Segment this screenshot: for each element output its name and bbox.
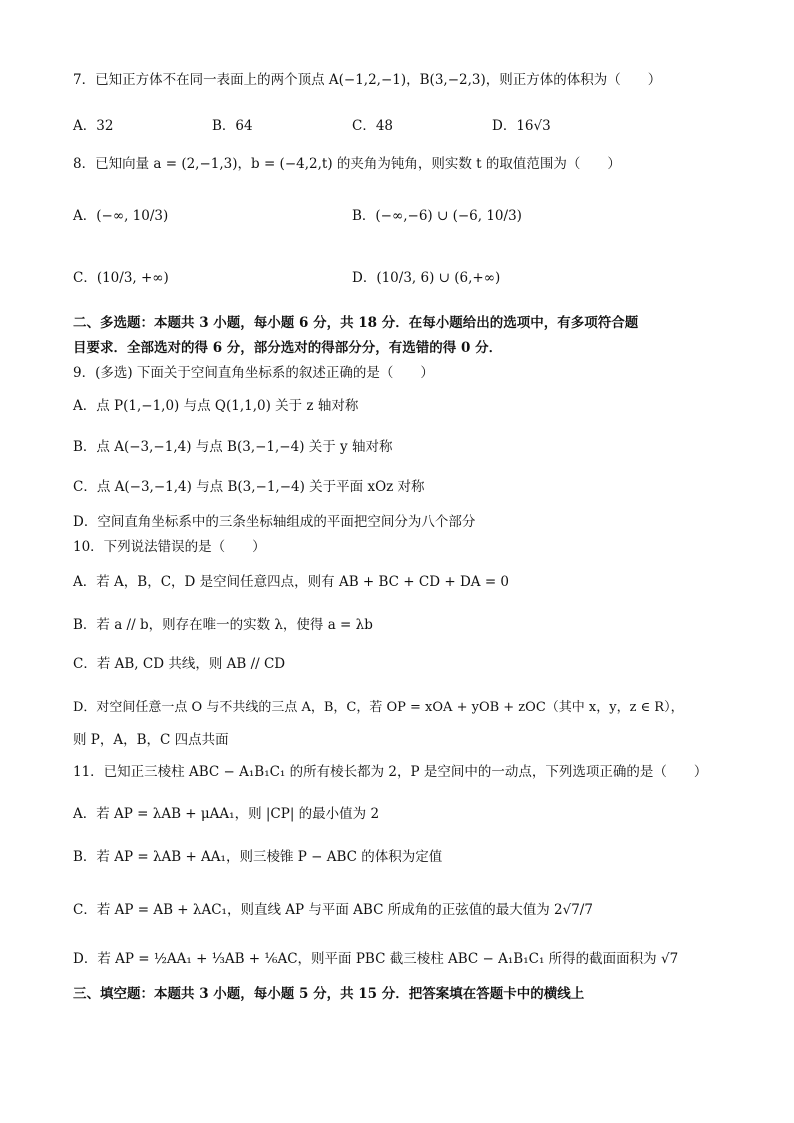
section2-heading-line1: 二、多选题：本题共 3 小题，每小题 6 分，共 18 分．在每小题给出的选项中，有多项符合题 <box>73 315 639 331</box>
q7-option-b: B．64 <box>212 118 253 134</box>
q11-option-a: A．若 AP = λAB + μAA₁，则 |CP| 的最小值为 2 <box>73 806 380 822</box>
q9-option-a: A．点 P(1,−1,0) 与点 Q(1,1,0) 关于 z 轴对称 <box>73 398 359 414</box>
q10-option-d: D．对空间任意一点 O 与不共线的三点 A，B，C，若 OP = xOA + yOB + zOC（其中 x，y，z ∈ R）， <box>73 700 684 715</box>
q9-stem: 9．(多选) 下面关于空间直角坐标系的叙述正确的是（ ） <box>73 365 434 381</box>
q8-option-a: A．(−∞, 10/3) <box>73 208 169 224</box>
q8-option-d: D．(10/3, 6) ∪ (6,+∞) <box>352 270 501 286</box>
q9-option-d: D．空间直角坐标系中的三条坐标轴组成的平面把空间分为八个部分 <box>73 514 476 530</box>
q7-stem: 7．已知正方体不在同一表面上的两个顶点 A(−1,2,−1)，B(3,−2,3)，则正方体的体积为（ ） <box>73 72 662 88</box>
q7-option-d: D．16√3 <box>492 118 551 134</box>
section3-heading: 三、填空题：本题共 3 小题，每小题 5 分，共 15 分．把答案填在答题卡中的横线上 <box>73 986 585 1002</box>
q10-option-a: A．若 A，B，C，D 是空间任意四点，则有 AB + BC + CD + DA = 0 <box>73 574 510 590</box>
q8-option-b: B．(−∞,−6) ∪ (−6, 10/3) <box>352 208 522 224</box>
q9-option-c: C．点 A(−3,−1,4) 与点 B(3,−1,−4) 关于平面 xOz 对称 <box>73 479 425 495</box>
q10-option-c: C．若 AB, CD 共线，则 AB // CD <box>73 656 286 672</box>
q8-stem: 8．已知向量 a = (2,−1,3)，b = (−4,2,t) 的夹角为钝角，则实数 t 的取值范围为（ ） <box>73 156 621 172</box>
section2-heading-line2: 目要求．全部选对的得 6 分，部分选对的得部分分，有选错的得 0 分． <box>73 340 503 356</box>
q10-option-d-cont: 则 P，A，B，C 四点共面 <box>73 732 229 748</box>
q8-option-c: C．(10/3, +∞) <box>73 270 169 286</box>
q10-stem: 10．下列说法错误的是（ ） <box>73 539 266 555</box>
q10-option-b: B．若 a // b，则存在唯一的实数 λ，使得 a = λb <box>73 617 373 633</box>
q11-option-b: B．若 AP = λAB + AA₁，则三棱锥 P − ABC 的体积为定值 <box>73 849 443 865</box>
q9-option-b: B．点 A(−3,−1,4) 与点 B(3,−1,−4) 关于 y 轴对称 <box>73 439 393 455</box>
q11-option-d: D．若 AP = ½AA₁ + ⅓AB + ⅙AC，则平面 PBC 截三棱柱 ABC − A₁B₁C₁ 所得的截面面积为 √7 <box>73 951 679 967</box>
q11-stem: 11．已知正三棱柱 ABC − A₁B₁C₁ 的所有棱长都为 2，P 是空间中的一动点，下列选项正确的是（ ） <box>73 764 708 780</box>
q7-option-c: C．48 <box>352 118 394 134</box>
q7-option-a: A．32 <box>73 118 114 134</box>
q11-option-c: C．若 AP = AB + λAC₁，则直线 AP 与平面 ABC 所成角的正弦值的最大值为 2√7/7 <box>73 902 593 918</box>
